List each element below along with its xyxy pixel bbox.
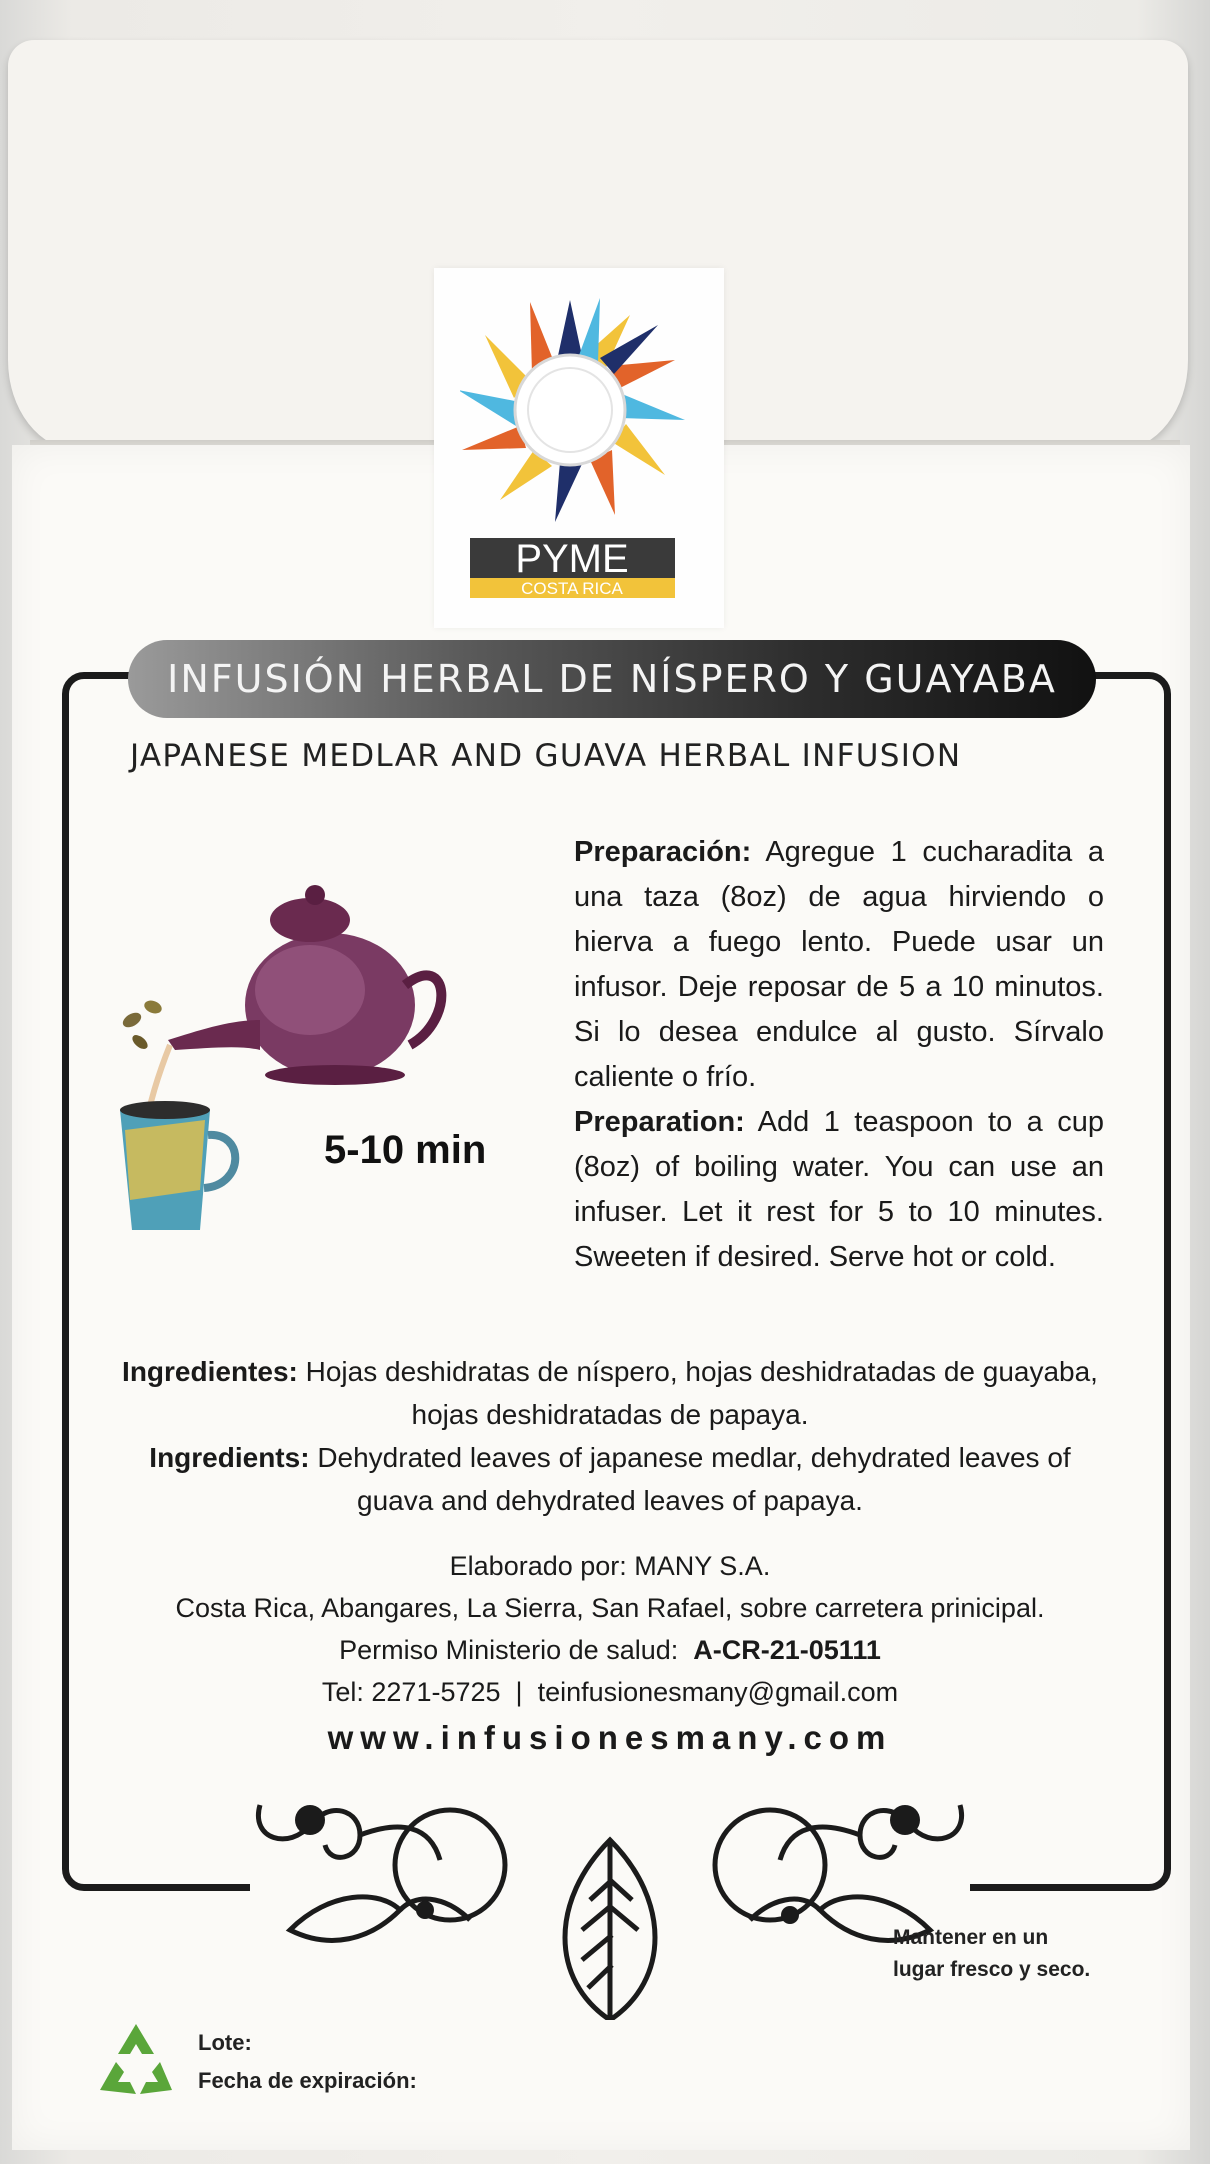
ingredients-en-label: Ingredients: xyxy=(149,1442,310,1473)
logo-country: COSTA RICA xyxy=(521,579,623,598)
preparation-es-text: Agregue 1 cucharadita a una taza (8oz) de agua hirviendo o hierva a fuego lento. Puede usar un infusor. Deje reposar de 5 a 10 minutos. Si lo desea endulce al gusto. Sírvalo caliente o frío. xyxy=(574,836,1104,1093)
logo-name: PYME xyxy=(515,537,629,581)
preparation-en-text: Add 1 teaspoon to a cup (8oz) of boiling water. You can use an infuser. Let it rest for 5 to 10 minutes. Sweeten if desired. Serve hot or cold. xyxy=(574,1106,1104,1273)
ingredients-block xyxy=(110,1350,1110,1522)
made-by: Elaborado por: MANY S.A. xyxy=(449,1551,771,1581)
cup-icon xyxy=(120,1101,235,1230)
teapot-icon xyxy=(168,885,441,1085)
ingredients-en xyxy=(110,1436,1110,1522)
leaf-icons xyxy=(120,998,163,1051)
product-title-en: JAPANESE MEDLAR AND GUAVA HERBAL INFUSION xyxy=(130,738,962,774)
storage-line-2: lugar fresco y seco. xyxy=(893,1958,1091,1981)
tea-illustration xyxy=(120,870,460,1250)
floral-ornament xyxy=(250,1780,970,2020)
product-title-es: INFUSIÓN HERBAL DE NÍSPERO Y GUAYABA xyxy=(167,657,1057,701)
storage-line-1: Mantener en un xyxy=(893,1926,1049,1949)
email: teinfusionesmany@gmail.com xyxy=(537,1677,899,1707)
permit-line xyxy=(90,1629,1130,1671)
batch-info xyxy=(198,2024,417,2100)
contact-line xyxy=(90,1671,1130,1713)
storage-note xyxy=(893,1922,1090,1986)
floral-ornament-icon xyxy=(250,1780,970,2020)
steep-time: 5-10 min xyxy=(324,1128,487,1172)
manufacturer-block xyxy=(90,1545,1130,1759)
expiry-label: Fecha de expiración: xyxy=(198,2068,417,2093)
phone: Tel: 2271-5725 xyxy=(321,1677,501,1707)
ingredients-es-text: Hojas deshidratas de níspero, hojas deshidratadas de guayaba, hojas deshidratadas de papaya. xyxy=(305,1356,1098,1430)
permit-label: Permiso Ministerio de salud: xyxy=(339,1635,679,1665)
address: Costa Rica, Abangares, La Sierra, San Rafael, sobre carretera prinicipal. xyxy=(175,1593,1045,1623)
preparation-en-label: Preparation: xyxy=(574,1106,745,1138)
permit-code: A-CR-21-05111 xyxy=(693,1635,881,1665)
lot-label: Lote: xyxy=(198,2030,252,2055)
ingredients-es-label: Ingredientes: xyxy=(122,1356,298,1387)
preparation-en xyxy=(574,1100,1104,1280)
pyme-sun-logo-icon xyxy=(460,290,690,600)
preparation-es xyxy=(574,830,1104,1100)
title-banner xyxy=(128,640,1096,718)
recycle-icon xyxy=(96,2022,176,2096)
ingredients-es xyxy=(110,1350,1110,1436)
contact-separator: | xyxy=(515,1677,523,1707)
preparation-block xyxy=(574,830,1104,1280)
preparation-es-label: Preparación: xyxy=(574,836,752,868)
ingredients-en-text: Dehydrated leaves of japanese medlar, dehydrated leaves of guava and dehydrated leaves of papaya. xyxy=(317,1442,1071,1516)
pyme-logo xyxy=(460,290,690,600)
website: www.infusionesmany.com xyxy=(327,1719,893,1756)
